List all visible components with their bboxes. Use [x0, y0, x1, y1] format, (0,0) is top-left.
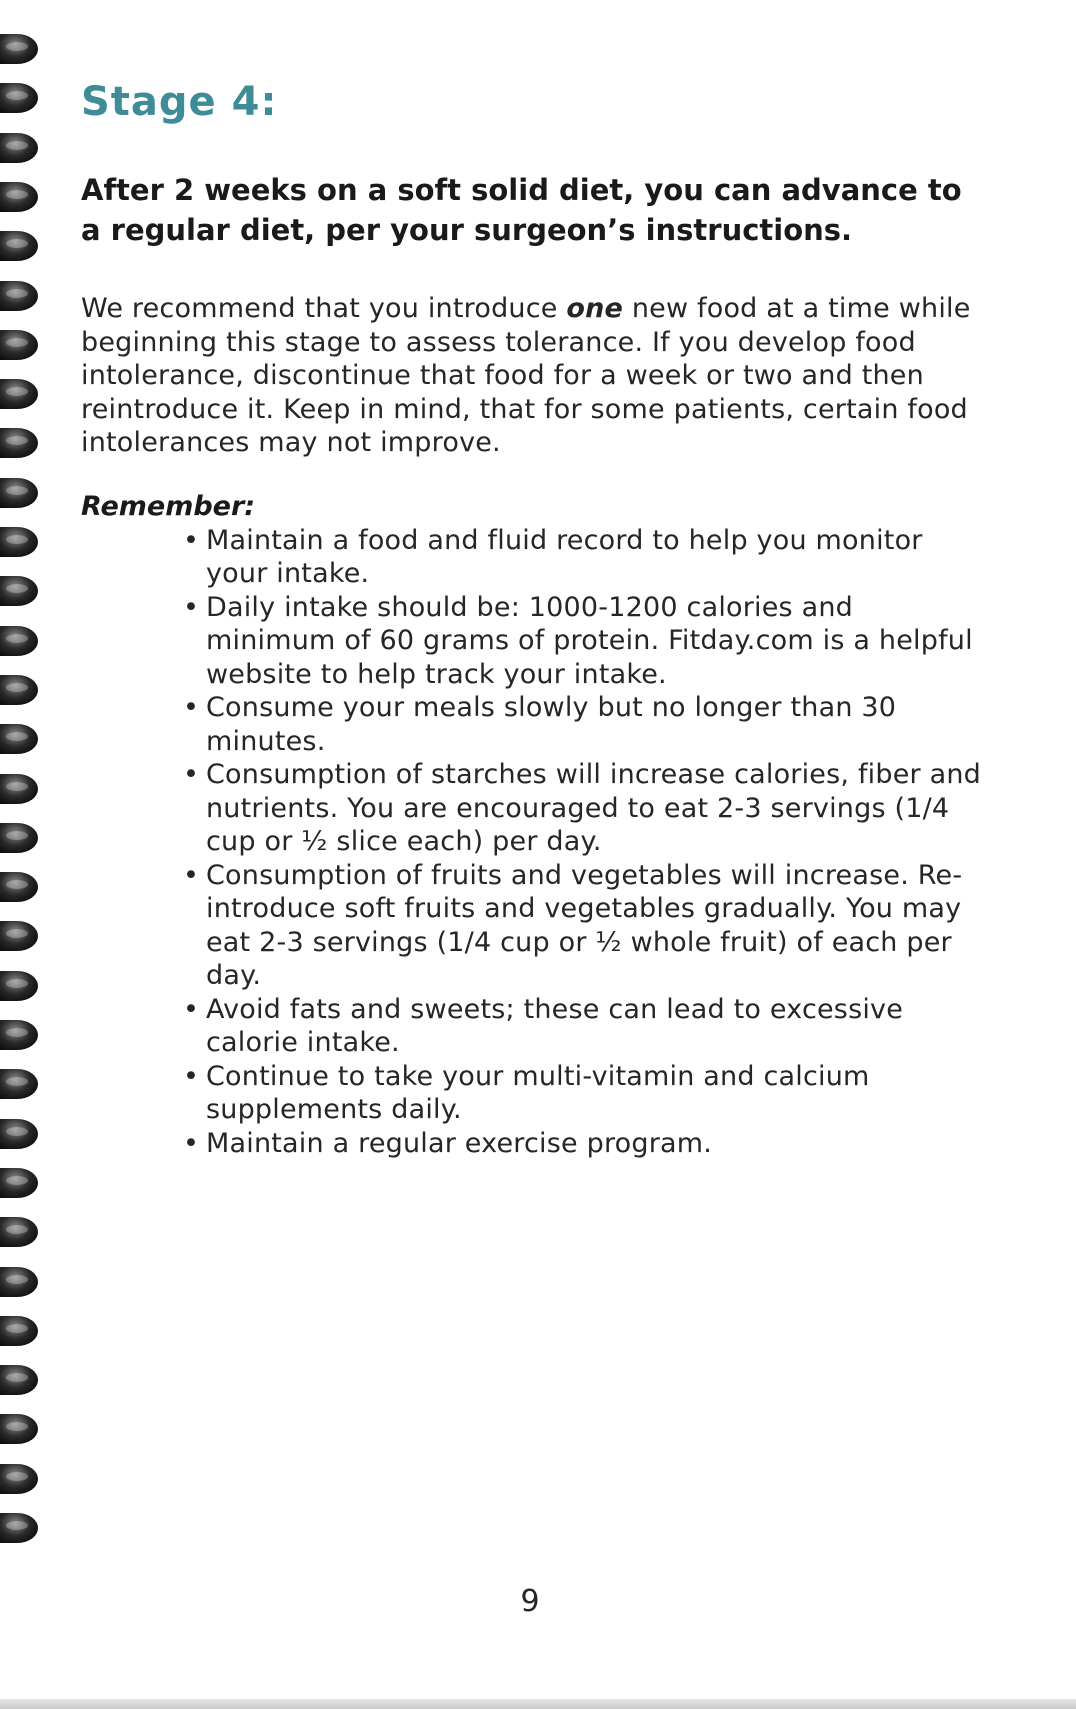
spiral-ring [0, 1414, 38, 1444]
spiral-ring [0, 1069, 38, 1099]
bullet-icon: • [183, 591, 200, 623]
spiral-ring [0, 527, 38, 557]
spiral-ring [0, 1020, 38, 1050]
list-item [181, 1060, 991, 1127]
list-item-text: Continue to take your multi-vitamin and calcium supplements daily. [206, 1060, 870, 1125]
subheading: After 2 weeks on a soft solid diet, you can advance to a regular diet, per your surgeon’s instructions. [81, 173, 962, 247]
list-item [181, 591, 991, 692]
page-title: Stage 4: [81, 79, 278, 125]
spiral-ring [0, 478, 38, 508]
spiral-ring [0, 1316, 38, 1346]
spiral-ring [0, 1365, 38, 1395]
list-item-text: Avoid fats and sweets; these can lead to excessive calorie intake. [206, 993, 904, 1058]
spiral-ring [0, 823, 38, 853]
spiral-ring [0, 133, 38, 163]
spiral-ring [0, 626, 38, 656]
spiral-ring [0, 1217, 38, 1247]
spiral-ring [0, 182, 38, 212]
spiral-ring [0, 1267, 38, 1297]
page-content [81, 78, 991, 1160]
intro-emphasis: one [566, 293, 624, 324]
list-item-text: Consumption of fruits and vegetables will increase. Re-introduce soft fruits and vegetables gradually. You may eat 2-3 servings (1/4 cup or ½ whole fruit) of each per day. [206, 859, 963, 991]
spiral-ring [0, 1168, 38, 1198]
list-item [181, 691, 991, 758]
spiral-ring [0, 1513, 38, 1543]
spiral-ring [0, 34, 38, 64]
spiral-ring [0, 379, 38, 409]
page-number: 9 [520, 1584, 540, 1619]
spiral-ring [0, 1464, 38, 1494]
list-item-text: Maintain a food and fluid record to help you monitor your intake. [206, 524, 923, 589]
spiral-ring [0, 231, 38, 261]
list-item [181, 524, 991, 591]
spiral-ring [0, 675, 38, 705]
spiral-ring [0, 872, 38, 902]
bullet-icon: • [183, 993, 200, 1025]
bullet-icon: • [183, 692, 200, 723]
list-item [181, 859, 991, 993]
spiral-ring [0, 428, 38, 458]
spiral-ring [0, 921, 38, 951]
bullet-icon: • [183, 859, 200, 891]
bullet-icon: • [183, 1127, 200, 1159]
spiral-ring [0, 281, 38, 311]
spiral-binding [0, 0, 48, 1709]
page-bottom-edge [0, 1699, 1076, 1709]
intro-paragraph [81, 292, 991, 460]
spiral-ring [0, 774, 38, 804]
bullet-icon: • [183, 1060, 200, 1092]
list-item-text: Maintain a regular exercise program. [206, 1127, 713, 1159]
spiral-ring [0, 1119, 38, 1149]
spiral-ring [0, 971, 38, 1001]
intro-text-before: We recommend that you introduce [81, 293, 567, 324]
intro-text-after: new food at a time while beginning this stage to assess tolerance. If you develop food intolerance, discontinue that food for a week or two and then reintroduce it. Keep in mind, that for some patients, certain food intolerances may not improve. [81, 293, 971, 458]
spiral-ring [0, 83, 38, 113]
list-item-text: Daily intake should be: 1000-1200 calories and minimum of 60 grams of protein. Fitday.com is a helpful website to help track your intake. [206, 591, 973, 690]
list-item [181, 1127, 991, 1161]
list-item [181, 758, 991, 859]
remember-list [81, 524, 991, 1161]
spiral-ring [0, 724, 38, 754]
spiral-ring [0, 330, 38, 360]
list-item-text: Consumption of starches will increase calories, fiber and nutrients. You are encouraged to eat 2-3 servings (1/4 cup or ½ slice each) per day. [206, 759, 981, 857]
list-item-text: Consume your meals slowly but no longer than 30 minutes. [206, 692, 897, 757]
bullet-icon: • [183, 759, 200, 790]
bullet-icon: • [183, 524, 200, 556]
spiral-ring [0, 576, 38, 606]
list-item [181, 993, 991, 1060]
remember-label: Remember: [81, 490, 256, 522]
